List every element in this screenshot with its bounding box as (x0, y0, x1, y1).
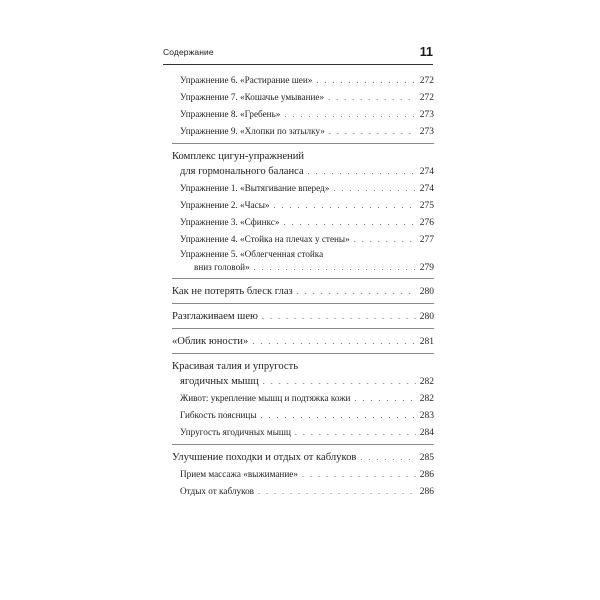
toc-entry-page: 272 (419, 93, 434, 103)
toc-section-title-text: Разглаживаем шею (172, 311, 258, 322)
toc-entry-title: Упражнение 8. «Гребень» (180, 109, 281, 119)
leader-dots (302, 467, 416, 483)
toc-entry-title: Прием массажа «выжимание» (180, 469, 298, 479)
toc-section-page: 280 (419, 287, 434, 297)
toc-section-title-text: «Облик юности» (172, 336, 249, 347)
toc-entry[interactable] (172, 180, 434, 197)
toc-entry-page: 282 (419, 394, 434, 404)
toc-section-title[interactable] (172, 164, 434, 180)
toc-entry-page: 276 (419, 218, 434, 228)
table-of-contents (172, 72, 434, 508)
toc-entry-title: Упражнение 4. «Стойка на плечах у стены» (180, 234, 350, 244)
toc-section (172, 334, 434, 354)
toc-entry-title: Упражнение 1. «Вытягивание вперед» (180, 183, 330, 193)
toc-entry[interactable] (172, 231, 434, 248)
toc-entry-title: Живот: укрепление мышц и подтяжка кожи (180, 393, 351, 403)
toc-entry-title: Гибкость поясницы (180, 410, 257, 420)
toc-section-title[interactable] (172, 309, 434, 325)
leader-dots (333, 181, 415, 197)
toc-section-page: 285 (419, 453, 434, 463)
toc-entry-title: Упражнение 3. «Сфинкс» (180, 217, 280, 227)
toc-section-page: 280 (419, 312, 434, 322)
leader-dots (297, 284, 416, 299)
toc-entry-page: 283 (419, 411, 434, 421)
toc-entry[interactable] (172, 466, 434, 483)
toc-entry-title: Упражнение 6. «Растирание шеи» (180, 75, 313, 85)
header-rule (163, 64, 433, 65)
toc-entry[interactable] (172, 390, 434, 407)
toc-section (172, 359, 434, 445)
toc-section-title-line[interactable]: Красивая талия и упругость (172, 361, 299, 372)
toc-entry-page: 286 (419, 487, 434, 497)
toc-section-title[interactable] (172, 334, 434, 350)
leader-dots (295, 425, 416, 441)
toc-section-title[interactable] (172, 374, 434, 390)
leader-dots (258, 484, 416, 500)
toc-entry[interactable] (172, 197, 434, 214)
toc-entry-title-cont: вниз головой» (194, 262, 250, 272)
toc-entry-page: 273 (419, 127, 434, 137)
toc-entry-title-line[interactable]: Упражнение 5. «Облегченная стойка (180, 249, 324, 259)
toc-section (172, 450, 434, 503)
leader-dots (254, 261, 416, 274)
toc-entry-page: 272 (419, 76, 434, 86)
page-header (163, 45, 433, 63)
toc-entry-page: 273 (419, 110, 434, 120)
leader-dots (328, 90, 416, 106)
leader-dots (316, 73, 415, 89)
toc-entry[interactable] (172, 214, 434, 231)
leader-dots (262, 309, 416, 324)
toc-section-title[interactable] (172, 284, 434, 300)
toc-entry[interactable] (172, 123, 434, 140)
toc-section-page: 282 (419, 377, 434, 387)
toc-section-page: 281 (419, 337, 434, 347)
leader-dots (354, 391, 415, 407)
leader-dots (360, 450, 415, 465)
toc-section-title[interactable] (172, 450, 434, 466)
toc-entry-title: Упругость ягодичных мышц (180, 427, 291, 437)
running-head: Содержание (163, 47, 214, 57)
toc-section-page: 274 (419, 167, 434, 177)
toc-entry[interactable] (172, 106, 434, 123)
toc-entry[interactable] (172, 483, 434, 500)
toc-section-title-text: Улучшение походки и отдых от каблуков (172, 452, 357, 463)
toc-entry[interactable] (172, 424, 434, 441)
toc-entry[interactable] (172, 89, 434, 106)
toc-entry-title: Упражнение 7. «Кошачье умывание» (180, 92, 325, 102)
toc-section-title-text: Как не потерять блеск глаз (172, 286, 293, 297)
toc-section-title-cont: ягодичных мышц (180, 376, 259, 387)
toc-entry[interactable] (172, 407, 434, 424)
toc-entry-title: Упражнение 2. «Часы» (180, 200, 270, 210)
leader-dots (261, 408, 416, 424)
leader-dots (354, 232, 416, 248)
toc-entry-page: 286 (419, 470, 434, 480)
toc-section (172, 149, 434, 279)
leader-dots (263, 374, 416, 389)
toc-entry-page: 277 (419, 235, 434, 245)
leader-dots (283, 215, 415, 231)
toc-section (172, 72, 434, 144)
toc-entry-page: 279 (419, 263, 434, 273)
leader-dots (308, 164, 416, 179)
leader-dots (252, 334, 415, 349)
toc-entry-page: 274 (419, 184, 434, 194)
toc-section-title-cont: для гормонального баланса (180, 166, 304, 177)
leader-dots (284, 107, 415, 123)
toc-section (172, 309, 434, 329)
toc-entry-page: 275 (419, 201, 434, 211)
toc-entry-title: Упражнение 9. «Хлопки по затылку» (180, 126, 325, 136)
toc-section (172, 284, 434, 304)
toc-section-title-line[interactable]: Комплекс цигун-упражнений (172, 151, 305, 162)
toc-entry-page: 284 (419, 428, 434, 438)
page-number: 11 (419, 45, 433, 59)
toc-entry[interactable] (172, 72, 434, 89)
leader-dots (274, 198, 416, 214)
toc-entry-title: Отдых от каблуков (180, 486, 255, 496)
leader-dots (329, 124, 416, 140)
toc-entry[interactable] (172, 261, 434, 275)
